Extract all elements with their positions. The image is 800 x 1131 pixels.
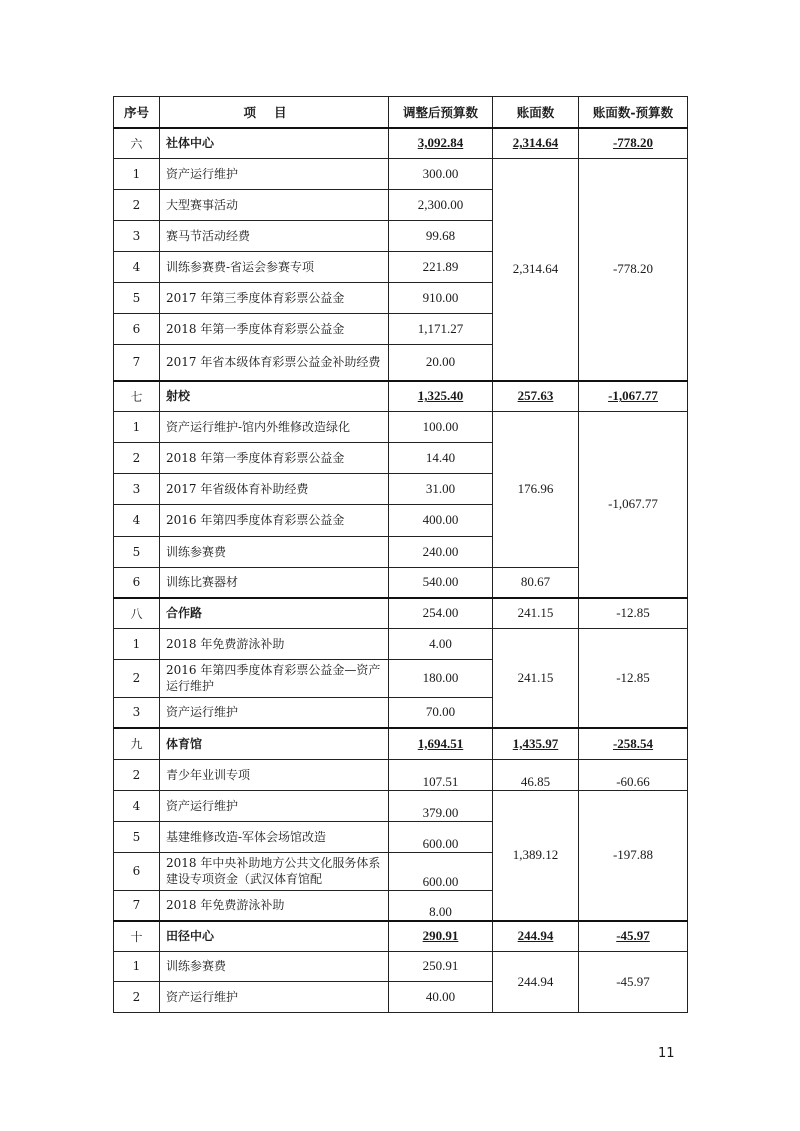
row-adjusted: 107.51 [389,759,493,790]
table-row [114,759,688,790]
row-adjusted: 300.00 [389,158,493,189]
group-diff: -258.54 [579,728,688,759]
group-book: 241.15 [493,598,579,628]
row-serial: 2 [114,189,160,220]
row-serial: 5 [114,821,160,852]
row-item: 训练比赛器材 [160,567,389,598]
row-adjusted: 180.00 [389,659,493,697]
row-adjusted: 40.00 [389,981,493,1012]
row-serial: 6 [114,567,160,598]
merged-diff: -45.97 [579,951,688,1012]
row-item: 基建维修改造-军体会场馆改造 [160,821,389,852]
row-adjusted: 600.00 [389,821,493,852]
table-row [114,158,688,189]
group-row [114,598,688,628]
row-adjusted: 250.91 [389,951,493,981]
row-item: 青少年业训专项 [160,759,389,790]
row-adjusted: 14.40 [389,442,493,473]
group-name: 射校 [160,381,389,411]
row-adjusted: 221.89 [389,251,493,282]
row-item: 2018 年免费游泳补助 [160,628,389,659]
row-adjusted: 910.00 [389,282,493,313]
merged-book: 244.94 [493,951,579,1012]
group-book: 1,435.97 [493,728,579,759]
table-row [114,790,688,821]
row-item: 资产运行维护 [160,158,389,189]
row-item: 2016 年第四季度体育彩票公益金—资产运行维护 [160,659,389,697]
row-item: 资产运行维护 [160,981,389,1012]
merged-book: 1,389.12 [493,790,579,921]
merged-diff: -12.85 [579,628,688,728]
merged-book: 2,314.64 [493,158,579,381]
group-serial: 九 [114,728,160,759]
group-adjusted: 1,694.51 [389,728,493,759]
group-name: 田径中心 [160,921,389,951]
row-adjusted: 400.00 [389,504,493,536]
group-serial: 十 [114,921,160,951]
row-adjusted: 540.00 [389,567,493,598]
group-diff: -778.20 [579,128,688,158]
row-adjusted: 2,300.00 [389,189,493,220]
row-adjusted: 600.00 [389,852,493,890]
group-serial: 七 [114,381,160,411]
row-item: 2017 年第三季度体育彩票公益金 [160,282,389,313]
row-item: 训练参赛费 [160,951,389,981]
group-adjusted: 290.91 [389,921,493,951]
row-adjusted: 100.00 [389,411,493,442]
row-serial: 2 [114,659,160,697]
row-serial: 1 [114,628,160,659]
row-adjusted: 240.00 [389,536,493,567]
row-item: 资产运行维护 [160,790,389,821]
row-serial: 3 [114,697,160,728]
table-row [114,411,688,442]
row-serial: 7 [114,344,160,381]
row-serial: 6 [114,313,160,344]
group-book: 244.94 [493,921,579,951]
header-book-value: 账面数 [493,97,579,129]
row-item: 训练参赛费-省运会参赛专项 [160,251,389,282]
merged-book: 241.15 [493,628,579,728]
group-row [114,128,688,158]
group-name: 合作路 [160,598,389,628]
row-adjusted: 379.00 [389,790,493,821]
row-serial: 1 [114,158,160,189]
group-diff: -45.97 [579,921,688,951]
row-serial: 4 [114,790,160,821]
header-serial: 序号 [114,97,160,129]
group-book: 2,314.64 [493,128,579,158]
group-row [114,728,688,759]
header-adjusted-budget: 调整后预算数 [389,97,493,129]
row-serial: 1 [114,411,160,442]
table-row [114,951,688,981]
row-item: 训练参赛费 [160,536,389,567]
merged-diff: -1,067.77 [579,411,688,598]
row-serial: 7 [114,890,160,921]
row-item: 2016 年第四季度体育彩票公益金 [160,504,389,536]
group-serial: 八 [114,598,160,628]
group-book: 257.63 [493,381,579,411]
row-item: 大型赛事活动 [160,189,389,220]
row-serial: 1 [114,951,160,981]
row-item: 资产运行维护-馆内外维修改造绿化 [160,411,389,442]
row-adjusted: 99.68 [389,220,493,251]
row-item: 2018 年中央补助地方公共文化服务体系建设专项资金（武汉体育馆配 [160,852,389,890]
row-item: 赛马节活动经费 [160,220,389,251]
row-item: 2017 年省本级体育彩票公益金补助经费 [160,344,389,381]
group-diff: -1,067.77 [579,381,688,411]
row-item: 资产运行维护 [160,697,389,728]
header-difference: 账面数-预算数 [579,97,688,129]
row-serial: 2 [114,981,160,1012]
row-adjusted: 31.00 [389,473,493,504]
row-adjusted: 20.00 [389,344,493,381]
group-adjusted: 3,092.84 [389,128,493,158]
row-serial: 2 [114,759,160,790]
group-name: 社体中心 [160,128,389,158]
group-adjusted: 1,325.40 [389,381,493,411]
group-row [114,921,688,951]
row-adjusted: 8.00 [389,890,493,921]
table-row [114,628,688,659]
row-serial: 2 [114,442,160,473]
row-serial: 3 [114,220,160,251]
row-serial: 6 [114,852,160,890]
group-name: 体育馆 [160,728,389,759]
row-adjusted: 70.00 [389,697,493,728]
group-serial: 六 [114,128,160,158]
row-item: 2018 年第一季度体育彩票公益金 [160,313,389,344]
header-item: 项目 [160,97,389,129]
budget-table [113,96,688,1013]
page-number: 11 [658,1046,675,1061]
row-book: 46.85 [493,759,579,790]
merged-diff: -778.20 [579,158,688,381]
row-item: 2018 年免费游泳补助 [160,890,389,921]
row-diff: -60.66 [579,759,688,790]
row-serial: 5 [114,536,160,567]
group-adjusted: 254.00 [389,598,493,628]
row-book: 80.67 [493,567,579,598]
row-serial: 3 [114,473,160,504]
merged-book: 176.96 [493,411,579,567]
row-adjusted: 1,171.27 [389,313,493,344]
row-item: 2018 年第一季度体育彩票公益金 [160,442,389,473]
group-row [114,381,688,411]
group-diff: -12.85 [579,598,688,628]
row-serial: 4 [114,251,160,282]
row-serial: 5 [114,282,160,313]
table-header-row [114,97,688,129]
row-serial: 4 [114,504,160,536]
merged-diff: -197.88 [579,790,688,921]
row-adjusted: 4.00 [389,628,493,659]
row-item: 2017 年省级体育补助经费 [160,473,389,504]
